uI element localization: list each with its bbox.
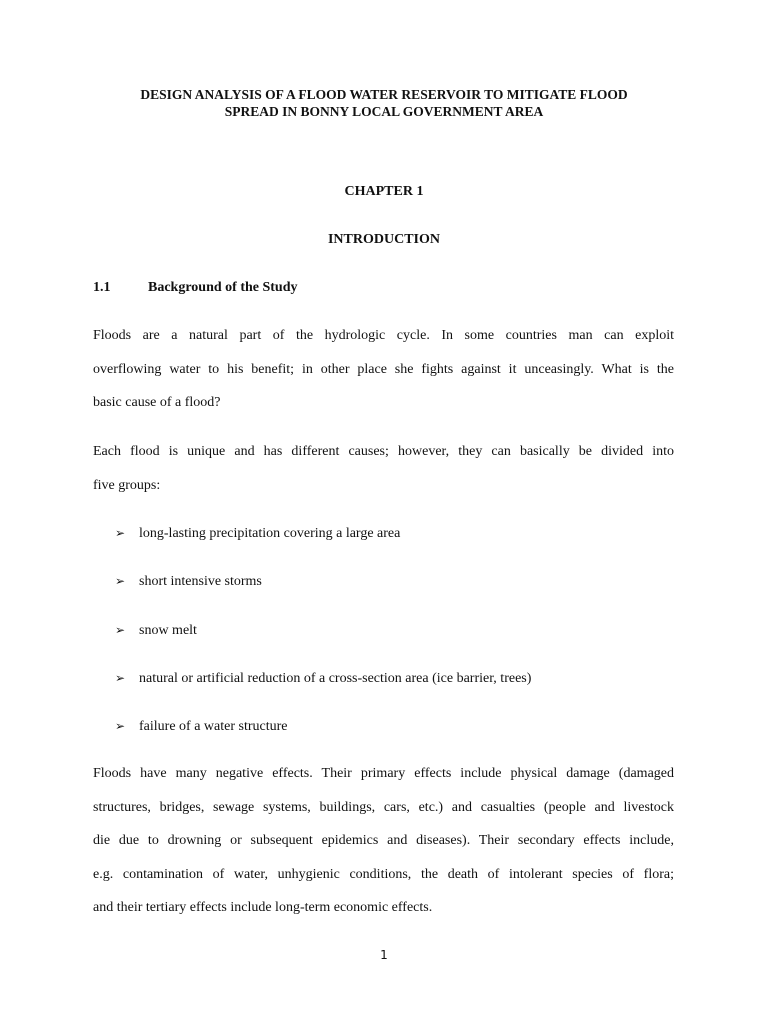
list-item-text: long-lasting precipitation covering a large area [139,526,401,541]
arrow-bullet-icon: ➢ [115,719,126,733]
page-number: 1 [380,948,388,962]
chapter-title: INTRODUCTION [327,232,440,247]
chapter-heading: CHAPTER 1 [344,184,424,199]
paragraph-line: and their tertiary effects include long-term economic effects. [93,900,433,915]
list-item-text: failure of a water structure [139,719,288,734]
paragraph-line: Each flood is unique and has different causes; however, they can basically be divided into [93,444,674,459]
paragraph-effects [93,757,674,925]
paragraph-line: five groups: [93,477,161,493]
list-item [115,717,287,736]
list-item-text: short intensive storms [139,574,262,589]
section-number: 1.1 [93,280,111,295]
paragraph-line: structures, bridges, sewage systems, buildings, cars, etc.) and casualties (people and livestock [93,799,674,815]
section-title: Background of the Study [148,280,298,295]
arrow-bullet-icon: ➢ [115,526,126,540]
paragraph-intro [93,319,674,420]
list-item [115,524,400,543]
arrow-bullet-icon: ➢ [115,574,126,588]
title-line-1: DESIGN ANALYSIS OF A FLOOD WATER RESERVOIR TO MITIGATE FLOOD [140,87,628,102]
list-item [115,669,531,688]
paragraph-line: Floods are a natural part of the hydrologic cycle. In some countries man can exploit [93,328,674,343]
paragraph-line: Floods have many negative effects. Their primary effects include physical damage (damaged [93,766,674,781]
paragraph-line: overflowing water to his benefit; in other place she fights against it unceasingly. What is the [93,361,674,377]
document-title [60,86,708,120]
section-heading [93,279,298,297]
paragraph-groups [93,435,674,502]
paragraph-line: die due to drowning or subsequent epidemics and diseases). Their secondary effects include, [93,833,674,848]
list-item [115,572,262,591]
arrow-bullet-icon: ➢ [115,623,126,637]
paragraph-line: basic cause of a flood? [93,395,221,410]
list-item [115,621,197,640]
arrow-bullet-icon: ➢ [115,671,126,685]
list-item-text: snow melt [139,623,197,638]
list-item-text: natural or artificial reduction of a cross-section area (ice barrier, trees) [139,671,532,686]
title-line-2: SPREAD IN BONNY LOCAL GOVERNMENT AREA [224,104,544,119]
paragraph-line: e.g. contamination of water, unhygienic conditions, the death of intolerant species of flora; [93,866,674,882]
